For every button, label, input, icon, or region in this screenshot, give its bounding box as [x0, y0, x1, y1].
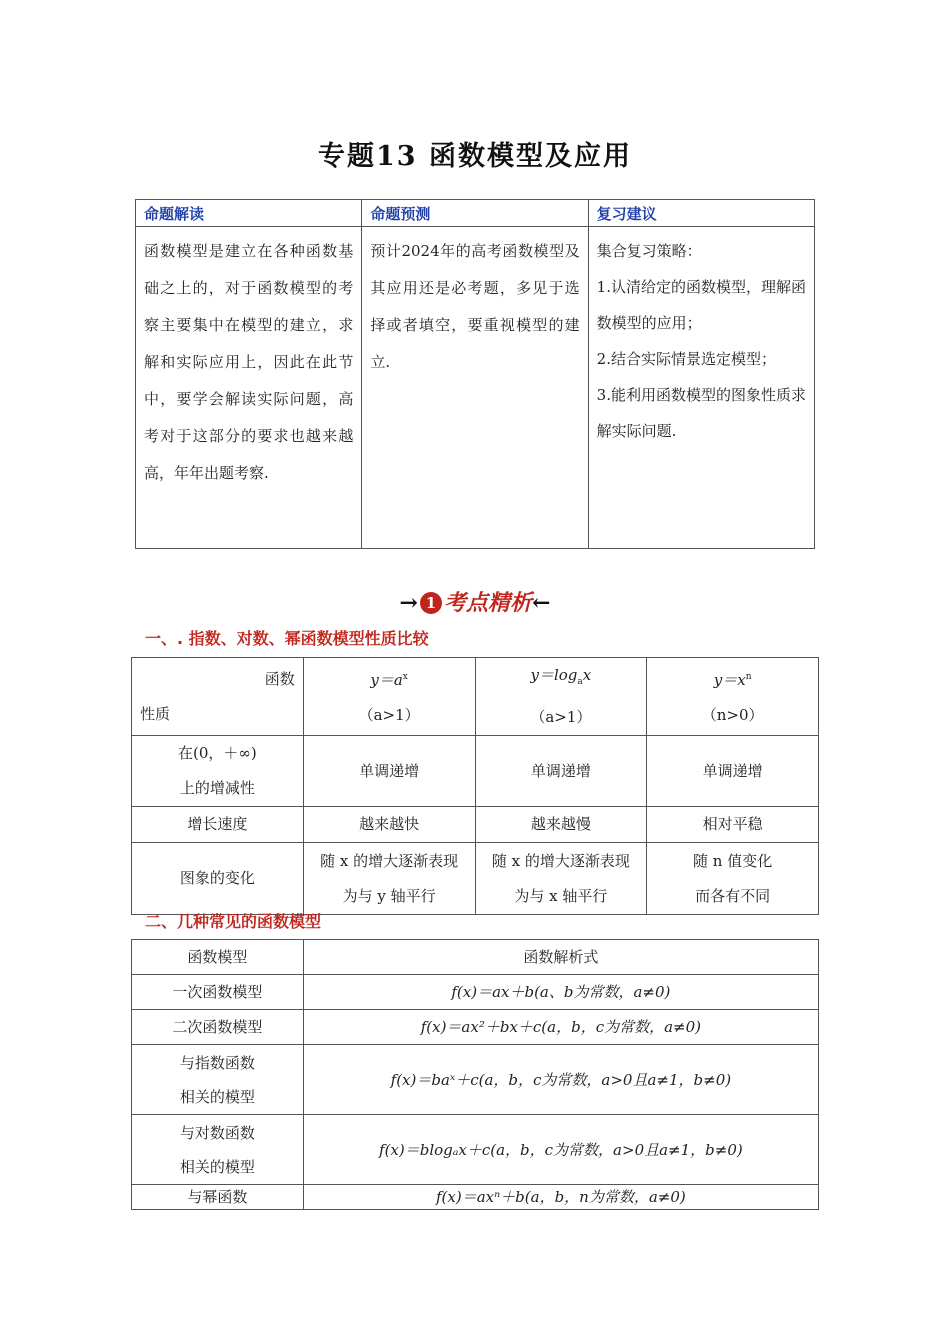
subsection-title-2: 二、几种常见的函数模型 — [145, 912, 322, 931]
advice-cell — [588, 227, 814, 549]
cell: 单调递增 — [475, 736, 647, 807]
exp-cond: （a>1） — [358, 706, 420, 724]
name-line: 与对数函数 — [179, 1123, 255, 1142]
label-line: 上的增减性 — [179, 779, 255, 797]
model-name: 与幂函数 — [132, 1185, 304, 1210]
model-formula: f(x)＝ax²＋bx＋c(a，b，c为常数，a≠0) — [303, 1010, 818, 1045]
header-advice: 复习建议 — [588, 200, 814, 227]
row-growth-label: 增长速度 — [132, 807, 304, 843]
cell: 越来越快 — [303, 807, 475, 843]
row-graph-label: 图象的变化 — [132, 843, 304, 915]
pow-func: y＝x — [713, 671, 746, 689]
page-title: 专题13 函数模型及应用 — [318, 141, 632, 172]
model-name — [132, 1045, 304, 1115]
cell-line: 为与 y 轴平行 — [342, 886, 436, 905]
name-line: 相关的模型 — [179, 1157, 255, 1176]
pow-cond: （n>0） — [701, 706, 764, 724]
cell — [303, 843, 475, 915]
label-line: 在(0，＋∞) — [178, 744, 257, 762]
section-heading — [0, 586, 950, 617]
col-log — [475, 658, 647, 736]
corner-bottom-label: 性质 — [140, 704, 171, 723]
cell: 相对平稳 — [647, 807, 819, 843]
prediction-text: 预计2024年的高考函数模型及其应用还是必考题，多见于选择或者填空，要重视模型的建立. — [362, 227, 588, 549]
model-name: 一次函数模型 — [132, 975, 304, 1010]
header-model-formula: 函数解析式 — [303, 940, 818, 975]
cell-line: 随 n 值变化 — [693, 851, 773, 870]
exp-sup: x — [402, 672, 408, 682]
overview-table — [135, 199, 815, 549]
header-interpretation: 命题解读 — [136, 200, 362, 227]
cell-line: 而各有不同 — [695, 886, 771, 905]
cell-line: 随 x 的增大逐渐表现 — [320, 851, 459, 870]
advice-intro: 集合复习策略： — [596, 242, 702, 260]
model-formula: f(x)＝baˣ＋c(a，b，c为常数，a>0且a≠1，b≠0) — [303, 1045, 818, 1115]
cell-line: 随 x 的增大逐渐表现 — [491, 851, 630, 870]
name-line: 与指数函数 — [179, 1053, 255, 1072]
model-name — [132, 1115, 304, 1185]
model-formula: f(x)＝ax＋b(a、b为常数，a≠0) — [303, 975, 818, 1010]
cell: 单调递增 — [303, 736, 475, 807]
model-name: 二次函数模型 — [132, 1010, 304, 1045]
section-heading-text: 考点精析 — [443, 590, 532, 616]
comparison-table — [131, 657, 819, 915]
right-arrow-icon: → — [399, 590, 418, 616]
subsection-title-1: 一、. 指数、对数、幂函数模型性质比较 — [145, 629, 429, 648]
log-var: x — [582, 666, 592, 684]
col-exp — [303, 658, 475, 736]
model-formula: f(x)＝axⁿ＋b(a，b，n为常数，a≠0) — [303, 1185, 818, 1210]
model-formula: f(x)＝blogₐx＋c(a，b，c为常数，a>0且a≠1，b≠0) — [303, 1115, 818, 1185]
log-sub: a — [577, 677, 583, 687]
header-prediction: 命题预测 — [362, 200, 588, 227]
row-monotonic-label — [132, 736, 304, 807]
cell — [475, 843, 647, 915]
cell-line: 为与 x 轴平行 — [514, 886, 608, 905]
advice-item: 3.能利用函数模型的图象性质求解实际问题. — [596, 386, 806, 440]
interpretation-text: 函数模型是建立在各种函数基础之上的，对于函数模型的考察主要集中在模型的建立，求解和实际应用上，因此在此节中，要学会解读实际问题，高考对于这部分的要求也越来越高，年年出题考察. — [136, 227, 362, 549]
models-table — [131, 939, 819, 1210]
name-line: 相关的模型 — [179, 1087, 255, 1106]
advice-item: 2.结合实际情景选定模型； — [596, 350, 776, 368]
corner-cell — [132, 658, 304, 736]
exp-func: y＝a — [370, 671, 403, 689]
col-pow — [647, 658, 819, 736]
log-cond: （a>1） — [530, 708, 592, 726]
cell — [647, 843, 819, 915]
header-model-name: 函数模型 — [132, 940, 304, 975]
advice-item: 1.认清给定的函数模型，理解函数模型的应用； — [596, 278, 806, 332]
cell: 越来越慢 — [475, 807, 647, 843]
log-func: y＝log — [530, 666, 578, 684]
pow-sup: n — [745, 672, 752, 682]
left-arrow-icon: ← — [532, 590, 551, 616]
corner-top-label: 函数 — [264, 669, 295, 688]
cell: 单调递增 — [647, 736, 819, 807]
number-badge: 1 — [420, 592, 442, 614]
